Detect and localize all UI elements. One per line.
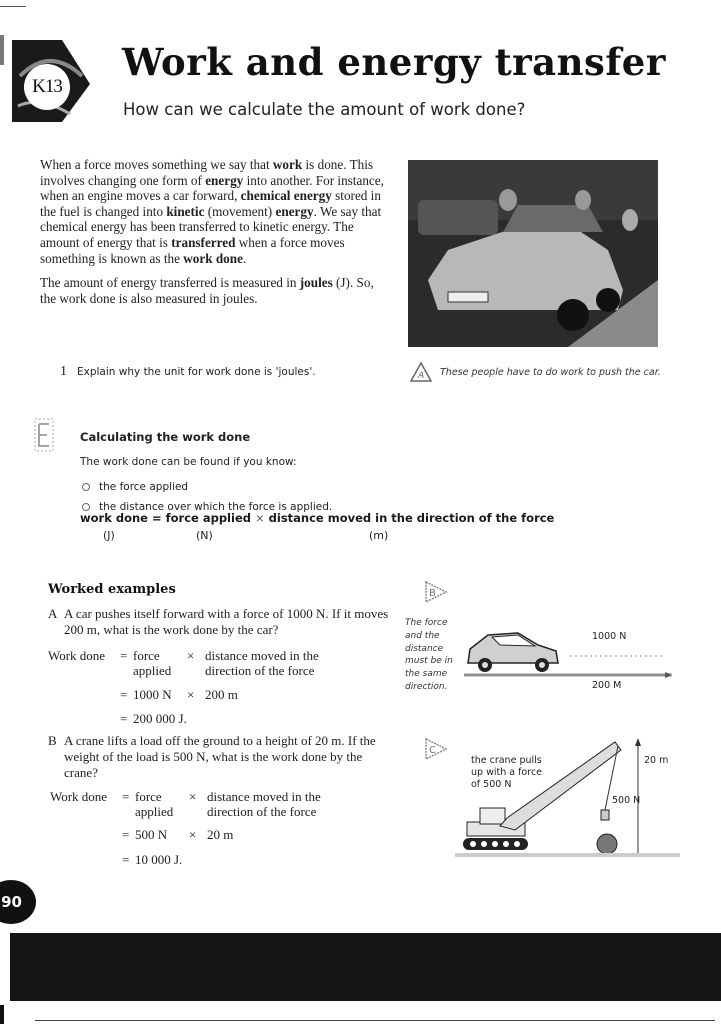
calc-times: × <box>189 827 197 842</box>
text-run: . <box>242 250 247 266</box>
bullet-item <box>82 477 332 497</box>
car-distance-label: 200 M <box>592 680 622 691</box>
diagram-c-marker-icon <box>424 737 448 761</box>
example-letter: B <box>48 733 57 748</box>
intro-paragraph-1 <box>40 157 385 266</box>
intro-paragraph-2 <box>40 275 385 306</box>
page-title: Work and energy transfer <box>122 40 666 84</box>
calc-equals: = <box>122 852 130 867</box>
example-text: A car pushes itself forward with a force of 1000 N. If it moves 200 m, what is the work done by the car? <box>64 606 389 637</box>
calc-equals: = <box>120 687 128 702</box>
calc-term1: force <box>133 648 160 663</box>
chapter-code: K13 <box>24 64 70 110</box>
text-run: . We say that chemical energy has been transferred to kinetic energy. The amount of energy that is <box>40 203 382 250</box>
calc-times: × <box>187 648 195 663</box>
calc-result: 10 000 J. <box>135 852 183 867</box>
text-run: The amount of energy transferred is measured in <box>40 275 300 291</box>
svg-text:C: C <box>429 745 436 756</box>
formula-term-force: force applied <box>165 511 251 525</box>
crane-height-label: 20 m <box>644 755 669 766</box>
crane-force-label: 500 N <box>612 795 641 806</box>
calc-label: Work done <box>50 789 108 804</box>
car-diagram <box>460 625 675 695</box>
question-number: 1 <box>60 364 67 379</box>
calc-equals: = <box>122 789 130 804</box>
scan-artifact-edge <box>0 1005 4 1024</box>
footer-rule <box>35 1020 715 1021</box>
calc-distance-value: 20 m <box>207 827 234 842</box>
section-intro: The work done can be found if you know: <box>80 456 297 468</box>
height-arrowhead <box>635 738 641 746</box>
scan-artifact-line <box>0 6 26 7</box>
text-run: when a force moves something is known as the <box>40 234 345 266</box>
key-term: chemical energy <box>240 188 332 204</box>
page-number: 90 <box>0 880 36 924</box>
calc-equals: = <box>120 711 128 726</box>
text-run: (J). So, the work done is also measured in joules. <box>40 275 374 306</box>
calc-equals: = <box>122 827 130 842</box>
key-term: work done <box>183 250 243 266</box>
unit-newtons: (N) <box>196 529 213 542</box>
text-run: is done. This involves changing one form of <box>40 157 374 188</box>
page-subtitle: How can we calculate the amount of work done? <box>123 100 526 119</box>
crane-icon <box>463 742 621 854</box>
calc-force-value: 500 N <box>135 827 168 842</box>
example-text: A crane lifts a load off the ground to a height of 20 m. If the weight of the load is 500 N, what is the work done by the crane? <box>64 733 376 780</box>
text-run: When a force moves something we say that <box>40 157 273 172</box>
ground-surface <box>455 853 680 857</box>
photo-caption-text: These people have to do work to push the car. <box>440 366 661 378</box>
calc-distance-value: 200 m <box>205 687 238 702</box>
calc-term1: applied <box>135 804 174 819</box>
example-a-question <box>48 606 398 640</box>
calc-term1: applied <box>133 663 172 678</box>
example-b-question <box>48 733 398 783</box>
key-term: transferred <box>171 234 236 250</box>
unit-joules: (J) <box>103 529 115 542</box>
example-letter: A <box>48 606 58 621</box>
photo-caption <box>410 362 661 382</box>
crane-note: the crane pulls up with a force of 500 N <box>471 755 543 790</box>
formula-term-distance: distance moved in the direction of the force <box>268 511 555 525</box>
unit-metres: (m) <box>369 529 389 542</box>
calc-term2: distance moved in the <box>205 648 319 663</box>
car-icon <box>468 633 558 672</box>
formula-lhs: work done <box>80 511 148 525</box>
text-run: into another. For instance, when an engine moves a car forward, <box>40 172 384 204</box>
scan-artifact-edge <box>0 35 4 65</box>
triangle-marker-icon <box>410 362 432 382</box>
calc-term2: direction of the force <box>205 663 315 678</box>
bullet-icon <box>82 483 90 491</box>
work-formula <box>80 511 554 525</box>
text-run: (movement) <box>204 203 276 219</box>
bullet-icon <box>82 503 90 511</box>
key-term: energy <box>275 203 314 219</box>
key-term: energy <box>205 172 244 188</box>
chapter-badge <box>10 36 90 124</box>
calc-term2: direction of the force <box>207 804 317 819</box>
calc-times: × <box>189 789 197 804</box>
footer-band <box>10 933 721 1001</box>
calc-times: × <box>187 687 195 702</box>
car-push-photo <box>408 160 658 347</box>
question-text: Explain why the unit for work done is 'joules'. <box>77 366 316 378</box>
formula-equals: = <box>151 511 162 525</box>
intro-text <box>40 157 385 315</box>
diagram-b-marker-icon <box>424 580 448 604</box>
svg-text:A: A <box>418 371 425 381</box>
section-heading: Calculating the work done <box>80 430 251 444</box>
calc-result: 200 000 J. <box>133 711 187 726</box>
calc-term1: force <box>135 789 162 804</box>
question-1 <box>60 364 316 380</box>
section-e-icon <box>34 418 54 452</box>
photo-image <box>408 160 658 347</box>
diagram-side-note: The force and the distance must be in the same direction. <box>405 618 453 692</box>
calc-force-value: 1000 N <box>133 687 172 702</box>
distance-arrowhead <box>665 672 672 678</box>
bullet-text: the distance over which the force is applied. <box>99 501 333 513</box>
svg-text:B: B <box>429 588 436 599</box>
key-term: work <box>272 157 303 172</box>
car-force-label: 1000 N <box>592 631 627 642</box>
calc-label: Work done <box>48 648 106 663</box>
calc-equals: = <box>120 648 128 663</box>
text-run: stored in the fuel is changed into <box>40 188 381 219</box>
bullet-text: the force applied <box>99 481 189 493</box>
key-term: joules <box>299 275 333 291</box>
worked-examples-heading: Worked examples <box>48 582 176 597</box>
key-term: kinetic <box>166 203 205 219</box>
calc-term2: distance moved in the <box>207 789 321 804</box>
formula-times: × <box>255 511 265 525</box>
